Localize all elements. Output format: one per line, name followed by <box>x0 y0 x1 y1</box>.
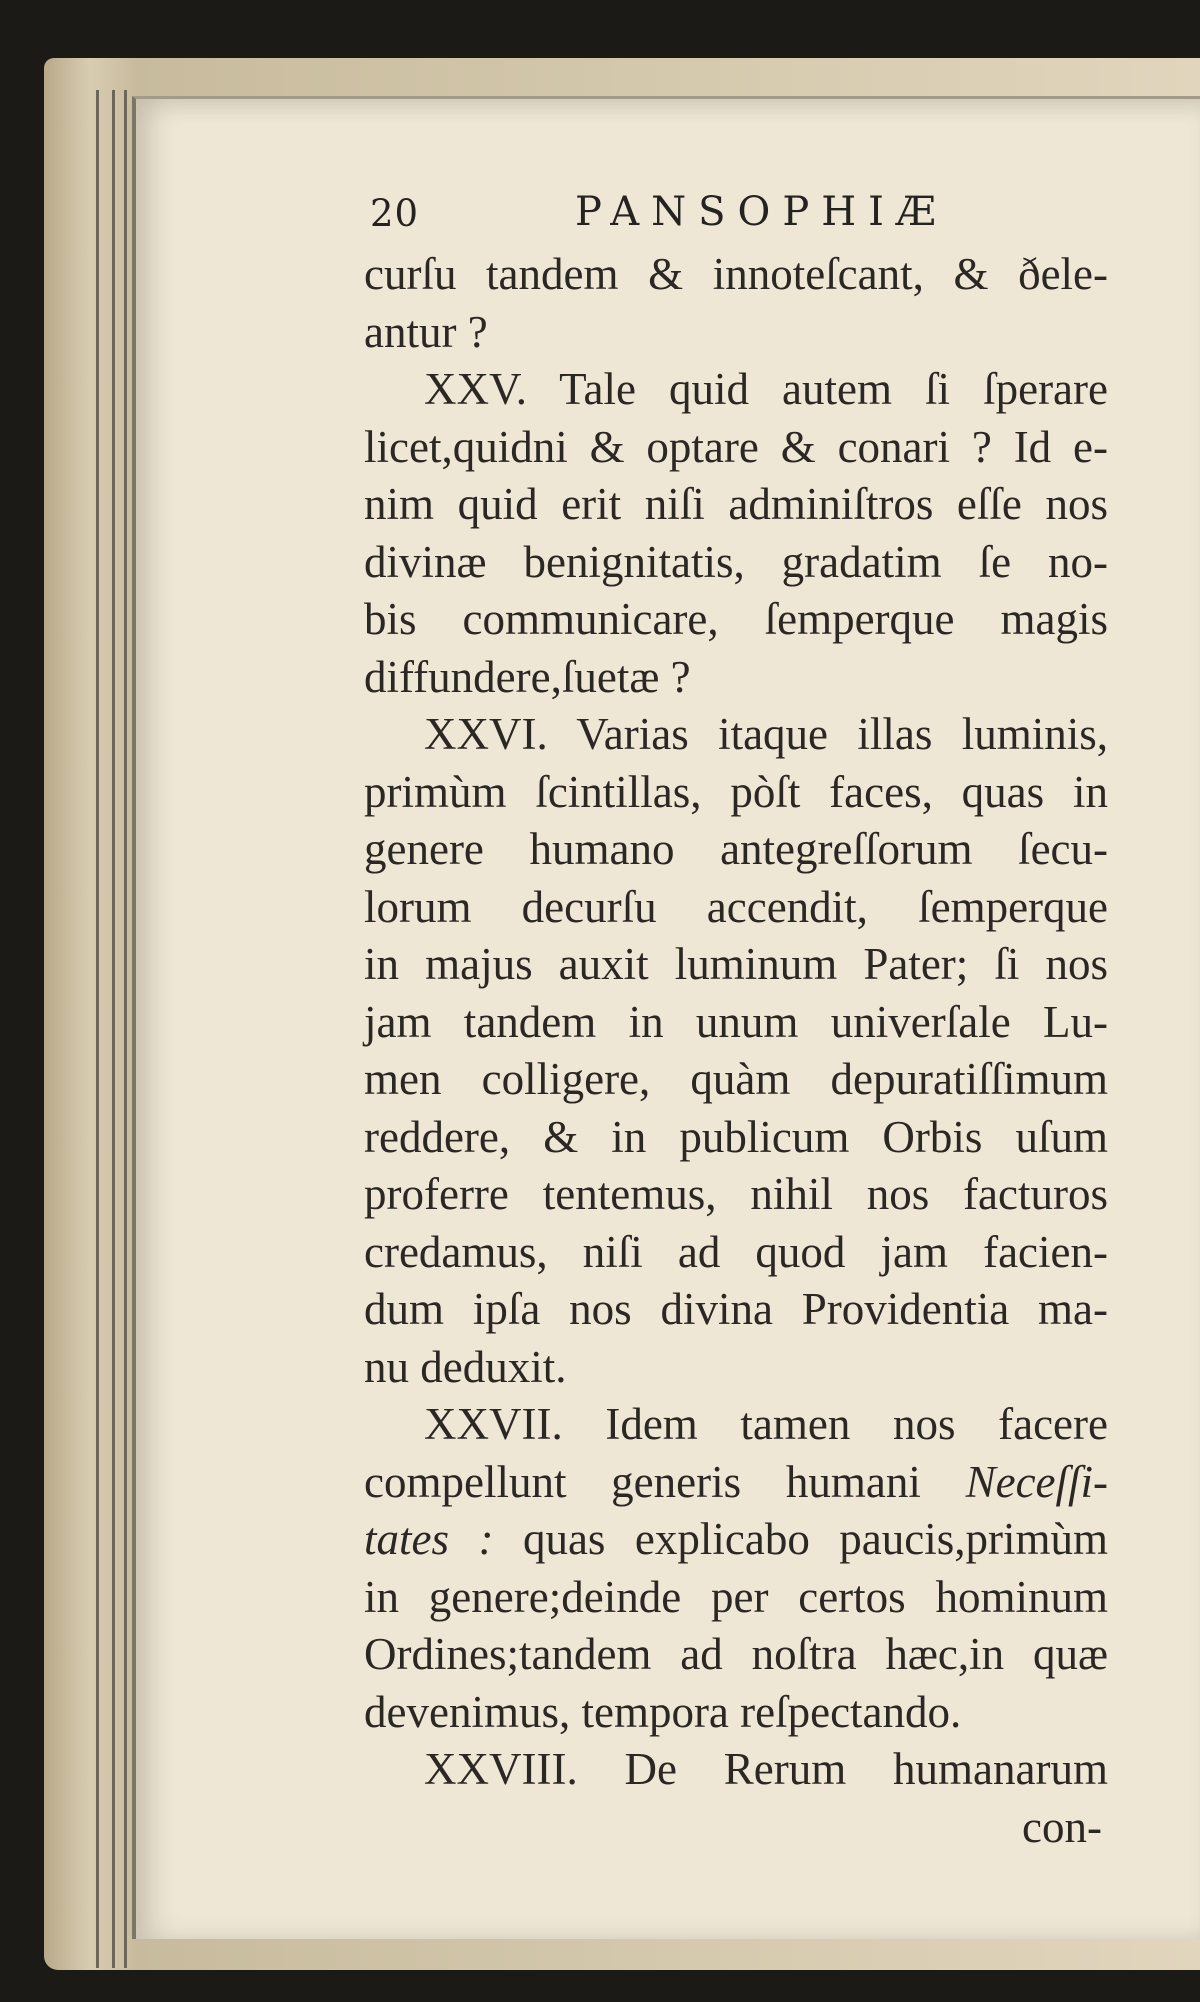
text-line: divinæ benignitatis, gradatim ſe no- <box>364 536 1108 587</box>
text-line: devenimus, tempora reſpectando. <box>364 1686 962 1737</box>
text-line: jam tandem in unum univerſale Lu- <box>364 996 1108 1047</box>
text-line: nim quid erit niſi adminiſtros eſſe nos <box>364 479 1108 529</box>
text-line: licet,quidni & optare & conari ? Id e- <box>364 421 1108 472</box>
text-line-with-italic <box>364 1454 1108 1512</box>
catchword: con- <box>1022 1801 1102 1852</box>
text-line: primùm ſcintillas, pòſt faces, quas in <box>364 766 1108 817</box>
text-line: XXVI. Varias itaque illas luminis, <box>424 709 1108 759</box>
text-line: in majus auxit luminum Pater; ſi nos <box>364 939 1108 989</box>
italic-text: tates : <box>364 1514 494 1564</box>
text-fragment: compellunt generis humani <box>364 1456 921 1507</box>
page-edge-line <box>124 90 127 1968</box>
text-line: reddere, & in publicum Orbis uſum <box>364 1111 1108 1162</box>
text-line: XXVII. Idem tamen nos facere <box>424 1399 1108 1449</box>
text-line: credamus, niſi ad quod jam facien- <box>364 1226 1108 1277</box>
text-line: nu deduxit. <box>364 1341 567 1392</box>
text-line: bis communicare, ſemperque magis <box>364 594 1108 644</box>
text-line: curſu tandem & innoteſcant, & ðele- <box>364 249 1108 299</box>
page-body <box>364 246 1108 1856</box>
text-line: lorum decurſu accendit, ſemperque <box>364 881 1108 932</box>
text-line: XXVIII. De Rerum humanarum <box>424 1744 1108 1794</box>
page-number: 20 <box>370 192 420 235</box>
text-line: Ordines;tandem ad noſtra hæc,in quæ <box>364 1629 1108 1679</box>
text-line: men colligere, quàm depuratiſſimum <box>364 1054 1108 1104</box>
page-edge-line <box>112 90 115 1968</box>
text-line-with-italic <box>364 1511 1108 1569</box>
text-line: antur ? <box>364 306 488 357</box>
text-line: dum ipſa nos divina Providentia ma- <box>364 1284 1108 1334</box>
page-edge-line <box>96 90 99 1968</box>
text-line: diffundere,ſuetæ ? <box>364 651 691 702</box>
italic-text: Neceſſi- <box>965 1456 1109 1507</box>
text-line: proferre tentemus, nihil nos facturos <box>364 1169 1108 1219</box>
text-line: in genere;deinde per certos hominum <box>364 1571 1108 1622</box>
text-line: XXV. Tale quid autem ſi ſperare <box>424 364 1108 414</box>
text-line: genere humano antegreſſorum ſecu- <box>364 824 1108 874</box>
running-head: PANSOPHIÆ <box>575 189 948 235</box>
page-header <box>370 186 950 242</box>
text-fragment: quas explicabo paucis,primùm <box>522 1514 1108 1564</box>
